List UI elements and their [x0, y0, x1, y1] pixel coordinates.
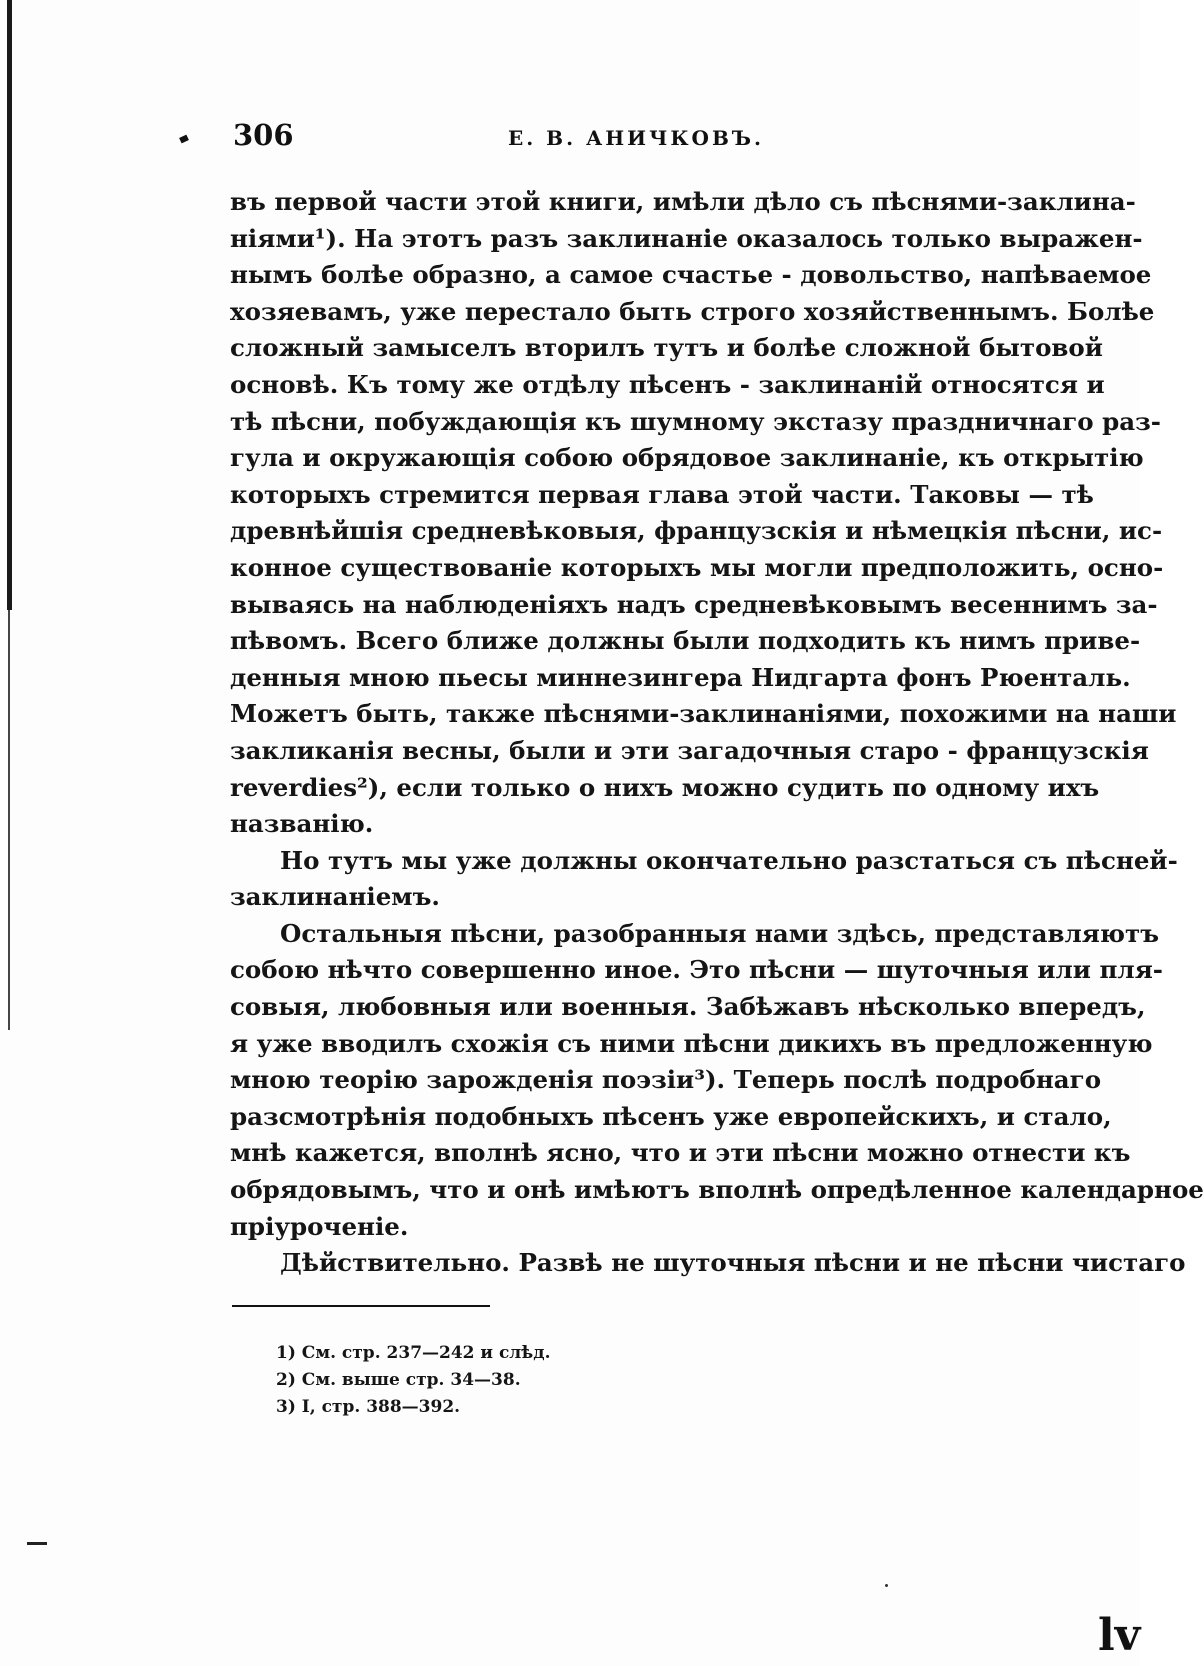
text-line: пѣвомъ. Всего ближе должны были подходить къ нимъ приве-: [230, 626, 1141, 656]
text-line: совыя, любовныя или военныя. Забѣжавъ нѣсколько впередъ,: [230, 992, 1146, 1022]
footnote-3: 3) I, стр. 388—392.: [276, 1397, 461, 1417]
text-line: древнѣйшія средневѣковыя, французскія и нѣмецкія пѣсни, ис-: [230, 516, 1163, 546]
footnotes: [276, 1340, 551, 1421]
text-line: названію.: [230, 809, 374, 839]
text-line: ніями¹). На этотъ разъ заклинаніе оказалось только выражен-: [230, 223, 1143, 253]
scan-speck: [885, 1584, 888, 1587]
text-line: обрядовымъ, что и онѣ имѣютъ вполнѣ опредѣленное календарное: [230, 1175, 1204, 1205]
paragraph-1: [230, 184, 1177, 843]
text-line: сложный замыселъ вторилъ тутъ и болѣе сложной бытовой: [230, 333, 1103, 363]
scan-binding-edge: [7, 0, 12, 610]
text-line: Можетъ быть, также пѣснями-заклинаніями, похожими на наши: [230, 699, 1177, 729]
footnote-1: 1) См. стр. 237—242 и слѣд.: [276, 1343, 551, 1363]
text-line: денныя мною пьесы миннезингера Нидгарта фонъ Рюенталь.: [230, 662, 1131, 692]
text-line: въ первой части этой книги, имѣли дѣло съ пѣснями-заклина-: [230, 187, 1136, 216]
text-line: которыхъ стремится первая глава этой части. Таковы — тѣ: [230, 479, 1094, 509]
text-line: Остальныя пѣсни, разобранныя нами здѣсь, представляютъ: [280, 918, 1159, 948]
text-line: reverdies²), если только о нихъ можно судить по одному ихъ: [230, 772, 1100, 802]
scan-mark-left: [27, 1542, 47, 1545]
footnote-2: 2) См. выше стр. 34—38.: [276, 1370, 521, 1390]
text-line: собою нѣчто совершенно иное. Это пѣсни — шуточныя или пля-: [230, 955, 1163, 985]
footnote-rule: [232, 1305, 490, 1307]
text-line: мною теорію зарожденія поэзіи³). Теперь послѣ подробнаго: [230, 1065, 1102, 1095]
text-line: основѣ. Къ тому же отдѣлу пѣсенъ - заклинаній относятся и: [230, 369, 1105, 399]
body-text: [230, 184, 1204, 1282]
text-line: тѣ пѣсни, побуждающія къ шумному экстазу праздничнаго раз-: [230, 406, 1161, 436]
running-head: Е. В. АНИЧКОВЪ.: [508, 126, 764, 150]
paragraph-4: [230, 1245, 1186, 1282]
text-line: вываясь на наблюденіяхъ надъ средневѣковымъ весеннимъ за-: [230, 589, 1158, 619]
corner-mark: lv: [1098, 1610, 1141, 1661]
text-line: закликанія весны, были и эти загадочныя старо - французскія: [230, 735, 1149, 765]
page-header: [233, 118, 1023, 158]
text-line: пріуроченіе.: [230, 1211, 409, 1241]
text-line: Дѣйствительно. Развѣ не шуточныя пѣсни и не пѣсни чистаго: [280, 1248, 1186, 1278]
text-line: нымъ болѣе образно, а самое счастье - довольство, напѣваемое: [230, 260, 1152, 290]
text-line: я уже вводилъ схожія съ ними пѣсни дикихъ въ предложенную: [230, 1028, 1153, 1058]
text-line: хозяевамъ, уже перестало быть строго хозяйственнымъ. Болѣе: [230, 296, 1155, 326]
text-line: конное существованіе которыхъ мы могли предположить, осно-: [230, 552, 1164, 582]
page-number: 306: [233, 118, 294, 152]
text-line: Но тутъ мы уже должны окончательно разстаться съ пѣсней-: [280, 845, 1178, 875]
text-line: заклинаніемъ.: [230, 882, 440, 912]
text-line: мнѣ кажется, вполнѣ ясно, что и эти пѣсни можно отнести къ: [230, 1138, 1131, 1168]
scan-binding-edge-lower: [8, 610, 10, 1030]
text-line: гула и окружающія собою обрядовое заклинаніе, къ открытію: [230, 443, 1144, 473]
paragraph-3: [230, 916, 1204, 1245]
paragraph-2: [230, 843, 1178, 916]
text-line: разсмотрѣнія подобныхъ пѣсенъ уже европейскихъ, и стало,: [230, 1101, 1112, 1131]
scan-speck: [179, 135, 189, 144]
